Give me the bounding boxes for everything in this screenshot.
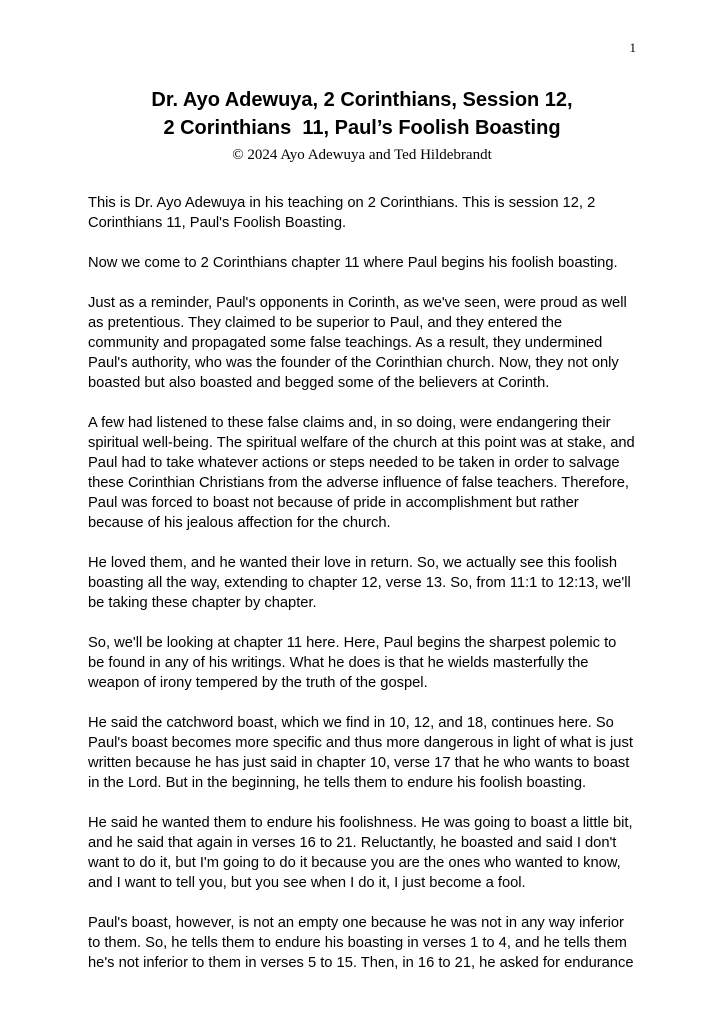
paragraph: A few had listened to these false claims and, in so doing, were endangering their spiritual well-being. The spiritual welfare of the church at this point was at stake, and Paul had to take whatever actions or steps needed to be taken in order to salvage these Corinthian Christians from the adverse influence of false teachers. Therefore, Paul was forced to boast not because of pride in accomplishment but rather because of his jealous affection for the church. — [88, 415, 635, 531]
paragraph: He said the catchword boast, which we find in 10, 12, and 18, continues here. So Paul's boast becomes more specific and thus more dangerous in light of what is just written because he has just said in chapter 10, verse 17 that he who wants to boast in the Lord. But in the beginning, he tells them to endure his foolish boasting. — [88, 715, 633, 791]
paragraph: He loved them, and he wanted their love in return. So, we actually see this foolish boasting all the way, extending to chapter 12, verse 13. So, from 11:1 to 12:13, we'll be taking these chapter by chapter. — [88, 555, 631, 611]
document-header — [0, 0, 724, 164]
paragraph: Paul's boast, however, is not an empty one because he was not in any way inferior to them. So, he tells them to endure his boasting in verses 1 to 4, and he tells them he's not inferior to them in verses 5 to 15. Then, in 16 to 21, he asked for endurance — [88, 915, 634, 971]
paragraph: Now we come to 2 Corinthians chapter 11 where Paul begins his foolish boasting. — [88, 255, 618, 271]
document-title — [0, 86, 724, 142]
paragraph: So, we'll be looking at chapter 11 here. Here, Paul begins the sharpest polemic to be found in any of his writings. What he does is that he wields masterfully the weapon of irony tempered by the truth of the gospel. — [88, 635, 617, 691]
paragraph: He said he wanted them to endure his foolishness. He was going to boast a little bit, and he said that again in verses 16 to 21. Reluctantly, he boasted and said I don't want to do it, but I'm going to do it because you are the ones who wanted to know, and I want to tell you, but you see when I do it, I just become a fool. — [88, 815, 633, 891]
title-line-1: Dr. Ayo Adewuya, 2 Corinthians, Session 12, — [151, 89, 573, 111]
paragraphs-container — [88, 193, 636, 973]
title-line-2: 2 Corinthians 11, Paul’s Foolish Boasting — [163, 117, 561, 139]
paragraph: This is Dr. Ayo Adewuya in his teaching on 2 Corinthians. This is session 12, 2 Corinthians 11, Paul's Foolish Boasting. — [88, 195, 596, 231]
page-number: 1 — [629, 40, 636, 55]
copyright-line: © 2024 Ayo Adewuya and Ted Hildebrandt — [232, 147, 492, 163]
paragraph: Just as a reminder, Paul's opponents in Corinth, as we've seen, were proud as well as pretentious. They claimed to be superior to Paul, and they entered the community and propagated some false teachings. As a result, they undermined Paul's authority, who was the founder of the Corinthian church. Now, they not only boasted but also boasted and begged some of the believers at Corinth. — [88, 295, 627, 391]
